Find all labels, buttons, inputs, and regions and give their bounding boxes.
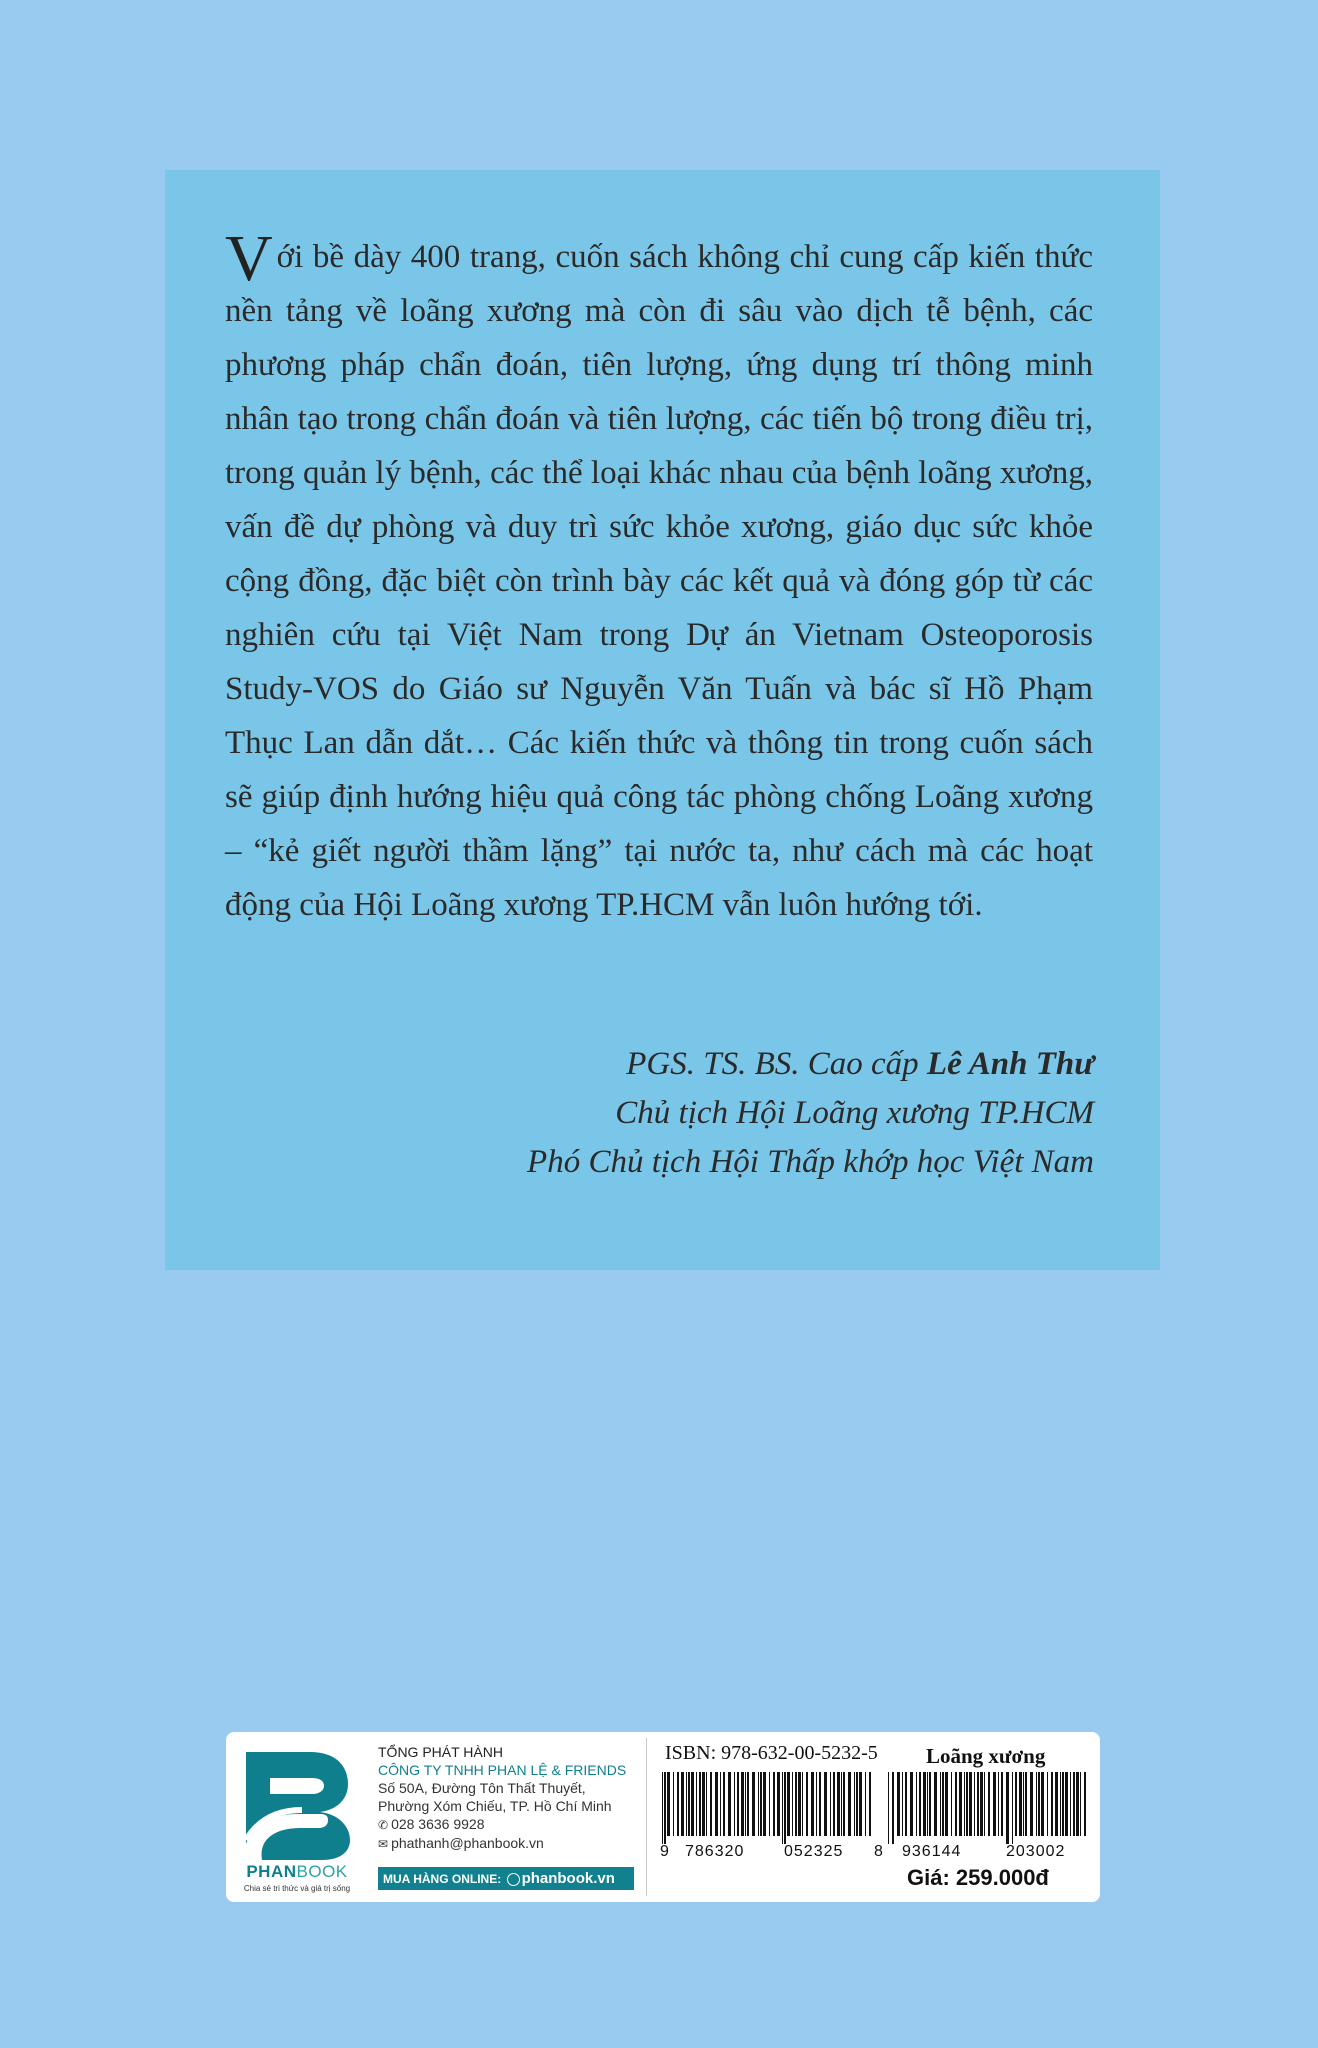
barcode-bar — [752, 1772, 755, 1836]
email-line — [378, 1834, 633, 1853]
barcode-bar — [980, 1772, 983, 1836]
barcode-bar — [959, 1772, 962, 1836]
barcode-bar — [777, 1772, 780, 1836]
price-label: Giá: 259.000đ — [907, 1865, 1049, 1890]
barcode-bar — [969, 1772, 972, 1836]
barcode-bar — [1038, 1772, 1040, 1836]
barcode-digits-right: 052325 — [784, 1843, 844, 1860]
barcode-bar — [923, 1772, 926, 1836]
barcode-bar — [1051, 1772, 1053, 1836]
barcode-bar — [1041, 1772, 1044, 1836]
barcode-bar — [741, 1772, 744, 1836]
barcode-bar — [964, 1772, 965, 1836]
barcode-bar — [951, 1772, 952, 1836]
barcode-bar — [934, 1772, 937, 1836]
barcode-bar — [854, 1772, 855, 1836]
barcode-bar — [1055, 1772, 1058, 1836]
barcode-bar — [819, 1772, 821, 1836]
barcode-bar — [806, 1772, 808, 1836]
barcode-bar — [1084, 1772, 1086, 1836]
author-role-2: Phó Chủ tịch Hội Thấp khớp học Việt Nam — [527, 1144, 1094, 1180]
barcode-bar — [782, 1772, 783, 1844]
barcode-bar — [1006, 1772, 1009, 1844]
barcode-bar — [758, 1772, 759, 1836]
barcode-bar — [802, 1772, 803, 1836]
barcode-bar — [888, 1772, 889, 1844]
phone-line — [378, 1815, 633, 1834]
barcode-bar — [843, 1772, 845, 1836]
barcode-bar — [737, 1772, 739, 1836]
barcode-bar — [787, 1772, 790, 1836]
barcode-bar — [940, 1772, 941, 1836]
barcode-bar — [747, 1772, 749, 1836]
barcode-bar — [927, 1772, 928, 1836]
barcode-bar — [686, 1772, 687, 1836]
barcode-bar — [667, 1772, 670, 1836]
price-barcode — [886, 1772, 1091, 1844]
globe-icon — [507, 1873, 520, 1886]
barcode-bar — [728, 1772, 731, 1836]
isbn-barcode — [660, 1772, 875, 1844]
barcode-bar — [837, 1772, 840, 1836]
barcode-bar — [734, 1772, 735, 1836]
barcode-bar — [897, 1772, 900, 1836]
barcode-bar — [784, 1772, 786, 1844]
barcode-bar — [942, 1772, 944, 1836]
barcode-bar — [945, 1772, 948, 1836]
phone-icon: ✆ — [378, 1818, 389, 1832]
addon-digits-left: 936144 — [902, 1843, 962, 1860]
addon-digits-right: 203002 — [1006, 1843, 1066, 1860]
barcode-bar — [910, 1772, 913, 1836]
barcode-bar — [984, 1772, 985, 1836]
barcode-bar — [988, 1772, 990, 1836]
author-title: PGS. TS. BS. Cao cấp — [626, 1046, 919, 1082]
signature-line-name — [527, 1040, 1094, 1089]
barcode-bar — [833, 1772, 835, 1836]
barcode-bar — [699, 1772, 701, 1836]
barcode-bar — [1047, 1772, 1048, 1836]
barcode-bar — [710, 1772, 712, 1836]
author-name: Lê Anh Thư — [926, 1046, 1094, 1082]
barcode-bar — [993, 1772, 996, 1836]
barcode-bar — [977, 1772, 979, 1836]
barcode-bar — [720, 1772, 721, 1836]
barcode-bar — [773, 1772, 775, 1836]
barcode-bar — [916, 1772, 917, 1836]
barcode-bar — [830, 1772, 831, 1836]
phone-number: 028 3636 9928 — [391, 1816, 485, 1832]
barcode-bar — [1001, 1772, 1003, 1836]
barcode-bar — [706, 1772, 707, 1836]
barcode-bar — [677, 1772, 679, 1836]
barcode-bar — [1080, 1772, 1081, 1836]
publisher-logo — [232, 1744, 362, 1894]
barcode-bar — [869, 1772, 871, 1836]
barcode-bar — [664, 1772, 666, 1844]
card-divider — [646, 1738, 647, 1896]
barcode-bar — [1030, 1772, 1033, 1836]
barcode-bar — [1060, 1772, 1061, 1836]
email-address: phathanh@phanbook.vn — [391, 1835, 544, 1851]
barcode-bar — [792, 1772, 793, 1836]
barcode-bar — [715, 1772, 718, 1836]
barcode-bar — [763, 1772, 766, 1836]
barcode-bar — [662, 1772, 663, 1844]
barcode-bar — [955, 1772, 957, 1836]
barcode-bar — [848, 1772, 851, 1836]
address-line-1: Số 50A, Đường Tôn Thất Thuyết, — [378, 1780, 586, 1796]
barcode-bar — [966, 1772, 968, 1836]
book-title: Loãng xương — [926, 1744, 1046, 1768]
barcode-bar — [998, 1772, 999, 1836]
barcode-bar — [673, 1772, 674, 1836]
barcode-bar — [1025, 1772, 1027, 1836]
email-icon: ✉ — [378, 1837, 389, 1851]
barcode-bar — [1019, 1772, 1022, 1836]
barcode-bar — [702, 1772, 705, 1836]
distributor-company: CÔNG TY TNHH PHAN LỆ & FRIENDS — [378, 1762, 627, 1778]
barcode-bar — [929, 1772, 931, 1836]
barcode-bar — [1070, 1772, 1071, 1836]
barcode-bar — [681, 1772, 684, 1836]
barcode-bar — [1015, 1772, 1017, 1836]
address-line-2: Phường Xóm Chiếu, TP. Hồ Chí Minh — [378, 1798, 612, 1814]
brand-name: PHANBOOK — [246, 1862, 348, 1881]
shop-label: MUA HÀNG ONLINE: — [383, 1872, 502, 1886]
barcode-bar — [1023, 1772, 1024, 1836]
barcode-bar — [816, 1772, 817, 1836]
signature-block — [527, 1040, 1094, 1187]
barcode-bar — [856, 1772, 858, 1836]
barcode-bar — [1062, 1772, 1064, 1836]
barcode-bar — [1012, 1772, 1013, 1844]
drop-cap: V — [225, 222, 273, 295]
endorsement-text — [225, 222, 1093, 932]
quote-panel — [165, 170, 1160, 1270]
endorsement-body: ới bề dày 400 trang, cuốn sách không chỉ cung cấp kiến thức nền tảng về loãng xương mà còn đi sâu vào dịch tễ bệnh, các phương pháp chẩn đoán, tiên lượng, ứng dụng trí thông minh nhân tạo trong chẩn đoán và tiên lượng, các tiến bộ trong điều trị, trong quản lý bệnh, các thể loại khác nhau của bệnh loãng xương, vấn đề dự phòng và duy trì sức khỏe xương, giáo dục sức khỏe cộng đồng, đặc biệt còn trình bày các kết quả và đóng góp từ các nghiên cứu tại Việt Nam trong Dự án Vietnam Osteoporosis Study-VOS do Giáo sư Nguyễn Văn Tuấn và bác sĩ Hồ Phạm Thục Lan dẫn dắt… Các kiến thức và thông tin trong cuốn sách sẽ giúp định hướng hiệu quả công tác phòng chống Loãng xương – “kẻ giết người thầm lặng” tại nước ta, như cách mà các hoạt động của Hội Loãng xương TP.HCM vẫn luôn hướng tới. — [225, 239, 1093, 923]
barcode-bar — [1073, 1772, 1075, 1836]
barcode-bar — [902, 1772, 903, 1836]
barcode-card — [226, 1732, 1100, 1902]
barcode-bar — [824, 1772, 827, 1836]
barcode-bar — [974, 1772, 975, 1836]
barcode-bar — [798, 1772, 801, 1836]
barcode-bar — [1076, 1772, 1079, 1836]
distributor-label: TỔNG PHÁT HÀNH — [378, 1744, 503, 1760]
barcode-bar — [905, 1772, 907, 1836]
barcode-digit-trail: 8 — [874, 1843, 883, 1860]
barcode-bar — [892, 1772, 894, 1844]
barcode-bar — [865, 1772, 866, 1836]
barcode-digits-left: 786320 — [685, 1843, 745, 1860]
barcode-digit-lead: 9 — [660, 1843, 669, 1860]
barcode-bar — [795, 1772, 797, 1836]
publisher-info — [378, 1743, 633, 1853]
brand-tagline: Chia sẻ tri thức và giá trị sống — [243, 1884, 351, 1893]
barcode-bar — [760, 1772, 762, 1836]
online-shop-bar — [378, 1867, 634, 1890]
isbn-text: ISBN: 978-632-00-5232-5 — [665, 1742, 878, 1764]
barcode-bar — [841, 1772, 842, 1836]
barcode-bar — [691, 1772, 694, 1836]
barcode-bar — [859, 1772, 862, 1836]
barcode-bar — [696, 1772, 697, 1836]
phanbook-logo-icon — [240, 1744, 358, 1860]
author-role-1: Chủ tịch Hội Loãng xương TP.HCM — [615, 1095, 1094, 1131]
barcode-bar — [723, 1772, 725, 1836]
barcode-bar — [688, 1772, 690, 1836]
barcode-bar — [811, 1772, 814, 1836]
barcode-bar — [769, 1772, 770, 1836]
barcode-bar — [919, 1772, 921, 1836]
shop-url: phanbook.vn — [521, 1870, 615, 1887]
barcode-bar — [745, 1772, 746, 1836]
barcode-bar — [1036, 1772, 1037, 1836]
barcode-bar — [1065, 1772, 1068, 1836]
